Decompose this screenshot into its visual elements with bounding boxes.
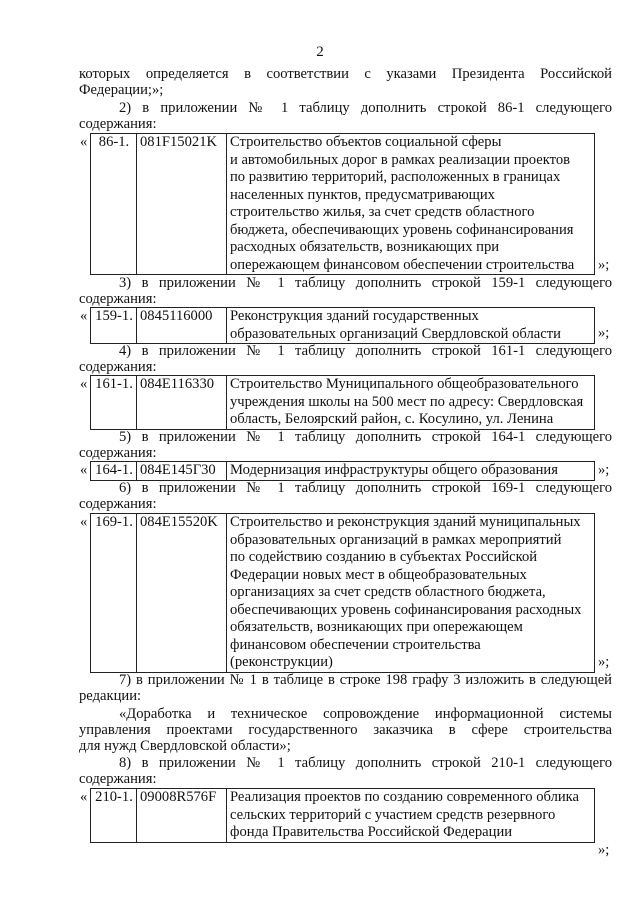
item-6-heading-cont: содержания: [79, 496, 157, 512]
table-row-210-1 [90, 788, 595, 843]
description-line: расходных обязательств, возникающих при [230, 239, 500, 255]
table-row-86-1 [90, 133, 595, 275]
open-quote: « [80, 462, 88, 478]
row-number: 161-1. [91, 376, 137, 430]
description-line: сельских территорий с участием средств резервного [230, 806, 556, 823]
item-7-quote-line-2: управления проектами государственного заказчика в сфере строительства [79, 722, 612, 738]
row-code: 084E145Г30 [137, 462, 227, 481]
row-code: 084E116330 [137, 376, 227, 430]
open-quote: « [80, 308, 88, 324]
description-line: Модернизация инфраструктуры общего образования [230, 462, 558, 478]
close-quote: »; [598, 462, 610, 478]
table-row-161-1 [90, 375, 595, 430]
description-line: организациях за счет средств областного бюджета, [230, 584, 546, 600]
row-code: 09008R576F [137, 789, 227, 843]
row-description [227, 789, 595, 843]
description-line: Строительство Муниципального общеобразовательного [230, 376, 579, 392]
item-2-heading-cont: содержания: [79, 116, 157, 132]
description-line: область, Белоярский район, с. Косулино, ул. Ленина [230, 411, 554, 427]
description-line: Реконструкция зданий государственных [230, 308, 479, 324]
intro-line-1: которых определяется в соответствии с указами Президента Российской [79, 66, 612, 82]
description-line: фонда Правительства Российской Федерации [230, 824, 513, 840]
row-code: 084E15520K [137, 514, 227, 673]
item-7-quote-line-1: «Доработка и техническое сопровождение информационной системы [119, 706, 612, 722]
close-quote: »; [598, 842, 610, 858]
row-description [227, 514, 595, 673]
description-line: (реконструкции) [230, 654, 333, 670]
item-6-heading: 6) в приложении № 1 таблицу дополнить строкой 169-1 следующего [119, 480, 612, 496]
table-row-159-1 [90, 307, 595, 344]
open-quote: « [80, 514, 88, 530]
open-quote: « [80, 376, 88, 392]
row-number: 210-1. [91, 789, 137, 843]
description-line: учреждения школы на 500 мест по адресу: Свердловская [230, 393, 584, 410]
description-line: образовательных организаций в рамках мероприятий [230, 531, 562, 548]
description-line: образовательных организаций Свердловской области [230, 325, 561, 342]
row-description [227, 462, 595, 481]
description-line: населенных пунктов, предусматривающих [230, 186, 495, 203]
item-8-heading: 8) в приложении № 1 таблицу дополнить строкой 210-1 следующего [119, 755, 612, 771]
close-quote: »; [598, 325, 610, 341]
item-2-heading: 2) в приложении № 1 таблицу дополнить строкой 86-1 следующего [119, 100, 612, 116]
description-line: по развитию территорий, расположенных в границах [230, 169, 561, 185]
description-line: опережающем финансовом обеспечении строительства [230, 256, 575, 273]
description-line: Строительство и реконструкция зданий муниципальных [230, 514, 581, 530]
row-description [227, 134, 595, 275]
description-line: обеспечивающих уровень софинансирования расходных [230, 601, 582, 618]
row-number: 159-1. [91, 308, 137, 344]
row-number: 86-1. [91, 134, 137, 275]
description-line: Реализация проектов по созданию современного облика [230, 789, 580, 805]
description-line: обязательств, возникающих при опережающем [230, 619, 523, 635]
row-code: 0845116000 [137, 308, 227, 344]
item-3-heading: 3) в приложении № 1 таблицу дополнить строкой 159-1 следующего [119, 275, 612, 291]
table-row-169-1 [90, 513, 595, 673]
description-line: Федерации новых мест в общеобразовательных [230, 566, 527, 583]
item-5-heading: 5) в приложении № 1 таблицу дополнить строкой 164-1 следующего [119, 429, 612, 445]
description-line: финансовом обеспечении строительства [230, 636, 481, 653]
row-number: 164-1. [91, 462, 137, 481]
intro-line-2: Федерации;»; [79, 82, 164, 98]
item-8-heading-cont: содержания: [79, 771, 157, 787]
item-4-heading-cont: содержания: [79, 359, 157, 375]
row-description [227, 376, 595, 430]
item-7-heading: 7) в приложении № 1 в таблице в строке 198 графу 3 изложить в следующей [119, 672, 612, 688]
open-quote: « [80, 134, 88, 150]
row-number: 169-1. [91, 514, 137, 673]
description-line: Строительство объектов социальной сферы [230, 134, 502, 150]
open-quote: « [80, 789, 88, 805]
description-line: бюджета, обеспечивающих уровень софинансирования [230, 221, 574, 238]
description-line: и автомобильных дорог в рамках реализации проектов [230, 151, 571, 168]
row-description [227, 308, 595, 344]
description-line: строительство жилья, за счет средств областного [230, 204, 535, 220]
close-quote: »; [598, 257, 610, 273]
close-quote: »; [598, 654, 610, 670]
item-7-quote-line-3: для нужд Свердловской области»; [79, 738, 291, 754]
table-row-164-1 [90, 461, 595, 481]
item-4-heading: 4) в приложении № 1 таблицу дополнить строкой 161-1 следующего [119, 343, 612, 359]
item-7-heading-cont: редакции: [79, 688, 142, 704]
item-5-heading-cont: содержания: [79, 445, 157, 461]
row-code: 081F15021K [137, 134, 227, 275]
description-line: по содействию созданию в субъектах Российской [230, 549, 538, 565]
page-number: 2 [316, 44, 324, 60]
item-3-heading-cont: содержания: [79, 291, 157, 307]
